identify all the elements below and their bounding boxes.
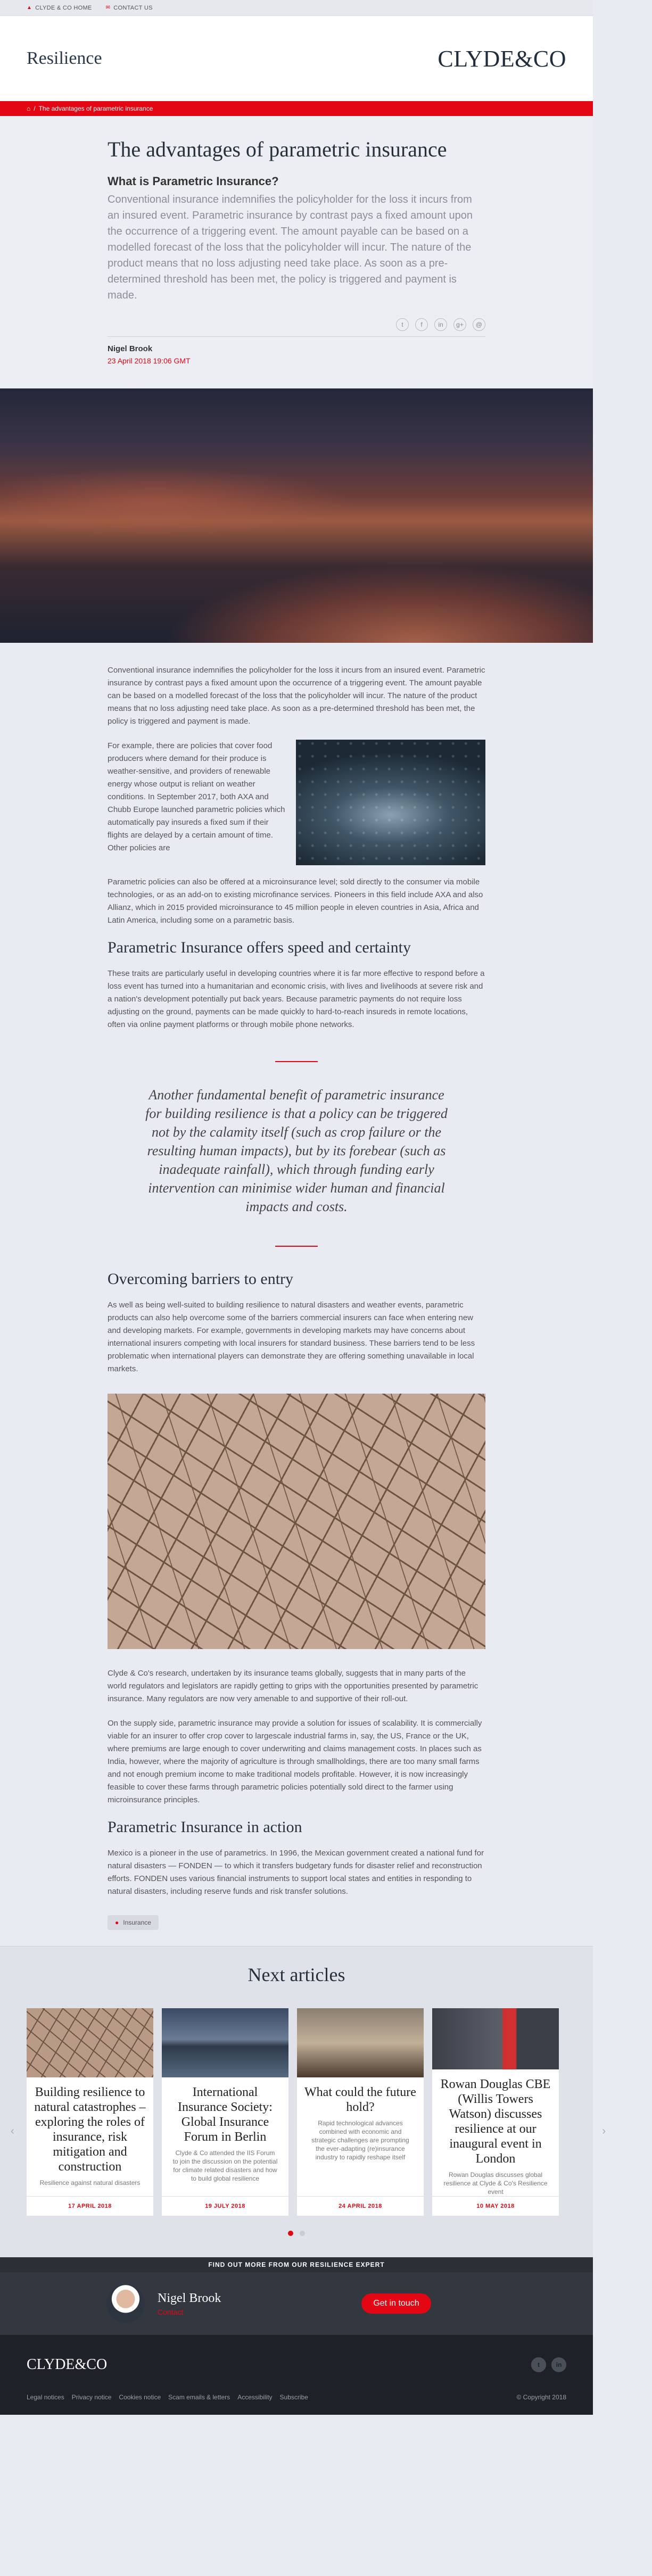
paragraph: On the supply side, parametric insurance may provide a solution for issues of scalability. It is commercially viable for an insurer to offer crop cover to largescale industrial farms in, say, the US, France or the UK, where premiums are large enough to cover underwriting and claims management costs. In places such as India, however, where the majority of agriculture is through smallholdings, there are too many small farms and not enough premium income to make traditional models profitable. However, it is now increasingly feasible to cover these farms through parametric policies potentially sold direct to the farmer using microinsurance principles.	[108, 1719, 482, 1804]
next-articles-heading: Next articles	[247, 1964, 345, 1985]
footer-link[interactable]: Cookies notice	[119, 2393, 161, 2401]
section-heading: Parametric Insurance offers speed and certainty	[108, 939, 411, 956]
footer-link[interactable]: Accessibility	[237, 2393, 273, 2401]
section-title[interactable]: Resilience	[27, 48, 102, 68]
top-utility-bar	[0, 0, 593, 16]
paragraph: As well as being well-suited to building resilience to natural disasters and weather events, parametric products can also help overcome some of the barriers commercial insurers can face when entering new and developing markets. For example, governments in developing markets may have concerns about international insurers competing with local insurers for standard business. These barriers tend to be less problematic when international players can demonstrate they are offering something unavailable in local markets.	[108, 1301, 475, 1373]
article-intro	[0, 116, 593, 388]
paragraph: Parametric policies can also be offered at a microinsurance level; sold directly to the consumer via mobile technologies, or as an add-on to existing microfinance services. Pioneers in this field include AXA and also Allianz, which in 2015 provided microinsurance to 45 million people in eleven countries in Asia, Africa and Latin America, including some on a parametric basis.	[108, 877, 483, 925]
expert-name: Nigel Brook	[158, 2291, 221, 2305]
tag-icon: ●	[115, 1919, 119, 1926]
breadcrumb-current: The advantages of parametric insurance	[38, 105, 153, 112]
twitter-icon[interactable]: t	[531, 2357, 546, 2372]
card-image	[27, 2008, 153, 2077]
copyright: © Copyright 2018	[516, 2393, 566, 2401]
contact-us-label: CONTACT US	[113, 4, 153, 11]
home-icon: ▲	[27, 5, 32, 11]
water-image	[296, 740, 485, 865]
twitter-icon[interactable]: t	[396, 318, 409, 331]
article-subtitle: What is Parametric Insurance?	[108, 175, 279, 188]
article-body	[0, 643, 593, 1946]
facebook-icon[interactable]: f	[415, 318, 428, 331]
divider	[275, 1246, 318, 1247]
google-plus-icon[interactable]: g+	[453, 318, 466, 331]
tag-label: Insurance	[123, 1919, 151, 1926]
share-buttons	[108, 318, 485, 331]
home-icon[interactable]: ⌂	[27, 105, 31, 112]
linkedin-icon[interactable]: in	[434, 318, 447, 331]
article-card[interactable]	[297, 2008, 424, 2216]
clyde-home-label: CLYDE & CO HOME	[35, 4, 92, 11]
page-title: The advantages of parametric insurance	[108, 137, 447, 161]
chevron-left-icon[interactable]: ‹	[11, 2125, 14, 2137]
footer-link[interactable]: Subscribe	[279, 2393, 308, 2401]
company-logo[interactable]: CLYDE&CO	[438, 45, 566, 72]
clyde-home-link[interactable]	[27, 5, 92, 11]
card-title: Building resilience to natural catastrophes – exploring the roles of insurance, risk mitigation and construction	[34, 2085, 146, 2174]
get-in-touch-button[interactable]: Get in touch	[361, 2293, 431, 2314]
hero-image	[0, 388, 593, 643]
footer-logo[interactable]: CLYDE&CO	[27, 2356, 108, 2373]
card-image	[297, 2008, 424, 2077]
contact-us-link[interactable]	[106, 5, 153, 11]
chevron-right-icon[interactable]: ›	[602, 2125, 606, 2137]
paragraph: For example, there are policies that cover food producers where demand for their produce is weather-sensitive, and providers of renewable energy whose output is reliant on weather conditions. In September 2017, both AXA and Chubb Europe launched parametric policies which automatically pay insureds a fixed sum if their flights are delayed by a certain amount of time. Other policies are	[108, 741, 285, 852]
expert-contact	[0, 2272, 593, 2335]
carousel-dot[interactable]	[300, 2231, 305, 2236]
tag-insurance[interactable]	[108, 1915, 159, 1930]
footer-link[interactable]: Legal notices	[27, 2393, 64, 2401]
footer-link[interactable]: Scam emails & letters	[168, 2393, 230, 2401]
card-image	[162, 2008, 288, 2077]
paragraph: Conventional insurance indemnifies the policyholder for the loss it incurs from an insured event. Parametric insurance by contrast pays a fixed amount upon the occurrence of a triggering event. The amount payable can be based on a modelled forecast of the loss that the policyholder will incur. The nature of the product means that no loss adjusting need take place. As soon as a pre-determined threshold has been met, the policy is triggered and payment is made.	[108, 666, 485, 726]
card-image	[432, 2008, 559, 2069]
card-description: Resilience against natural disasters	[39, 2179, 141, 2186]
author-name[interactable]: Nigel Brook	[108, 344, 153, 353]
section-heading: Parametric Insurance in action	[108, 1818, 302, 1836]
card-date: 10 MAY 2018	[432, 2196, 559, 2216]
card-date: 19 JULY 2018	[162, 2196, 288, 2216]
carousel-dots	[0, 2231, 593, 2236]
article-date: 23 April 2018 19:06 GMT	[108, 357, 191, 365]
card-description: Clyde & Co attended the IIS Forum to join the discussion on the potential for climate related disasters and how to build global resilience	[172, 2149, 278, 2182]
paragraph: These traits are particularly useful in developing countries where it is far more effective to respond before a loss event has turned into a humanitarian and economic crisis, with lives and livelihoods at severe risk and a nation's development potentially put back years. Because parametric payments do not require loss adjusting on the ground, payments can be made quickly to hard-to-reach insureds in remote locations, often via online payment platforms or through mobile phone networks.	[108, 969, 485, 1029]
footer-link[interactable]: Privacy notice	[71, 2393, 112, 2401]
article-card[interactable]	[162, 2008, 288, 2216]
expert-banner: FIND OUT MORE FROM OUR RESILIENCE EXPERT	[0, 2257, 593, 2272]
author-block	[108, 336, 485, 365]
card-title: Rowan Douglas CBE (Willis Towers Watson) discusses resilience at our inaugural event in London	[440, 2077, 551, 2166]
avatar	[106, 2284, 145, 2323]
paragraph: Clyde & Co's research, undertaken by its insurance teams globally, suggests that in many parts of the world regulators and legislators are rapidly getting to grips with the opportunities presented by parametric insurance. Many regulators are now very amenable to and supportive of their roll-out.	[108, 1669, 478, 1703]
section-heading: Overcoming barriers to entry	[108, 1270, 294, 1288]
linkedin-icon[interactable]: in	[551, 2357, 566, 2372]
card-date: 24 APRIL 2018	[297, 2196, 424, 2216]
email-share-icon[interactable]: @	[473, 318, 485, 331]
cracked-earth-image	[108, 1394, 485, 1649]
card-description: Rapid technological advances combined with economic and strategic challenges are prompting the ever-adapting (re)insurance industry to rapidly reshape itself	[311, 2119, 409, 2161]
card-date: 17 APRIL 2018	[27, 2196, 153, 2216]
site-header	[0, 16, 593, 101]
article-card[interactable]	[27, 2008, 153, 2216]
card-title: International Insurance Society: Global Insurance Forum in Berlin	[178, 2085, 273, 2144]
paragraph: Mexico is a pioneer in the use of parametrics. In 1996, the Mexican government created a national fund for natural disasters — FONDEN — to which it transfers budgetary funds for disaster relief and reconstruction efforts. FONDEN uses various financial instruments to support local states and entities in responding to natural disasters, including reserve funds and risk transfer solutions.	[108, 1849, 484, 1896]
breadcrumb: ⌂ / The advantages of parametric insurance	[0, 101, 593, 116]
expert-contact-link[interactable]: Contact	[158, 2307, 184, 2316]
article-lead: Conventional insurance indemnifies the policyholder for the loss it incurs from an insured event. Parametric insurance by contrast pays a fixed amount upon the occurrence of a triggering event. The amount payable can be based on a modelled forecast of the loss that the policyholder will incur. The nature of the product means that no loss adjusting need take place. As soon as a pre-determined threshold has been met, the policy is triggered and payment is made.	[108, 194, 473, 301]
site-footer	[0, 2335, 593, 2415]
next-articles	[0, 1946, 606, 2257]
pull-quote: Another fundamental benefit of parametric insurance for building resilience is that a policy can be triggered not by the calamity itself (such as crop failure or the resulting human impacts), but by its forebear (such as inadequate rainfall), which through funding early intervention can minimise wider human and financial impacts and costs.	[145, 1087, 448, 1214]
divider	[275, 1061, 318, 1062]
article-card[interactable]	[432, 2008, 559, 2216]
carousel-dot[interactable]	[288, 2231, 293, 2236]
envelope-icon: ✉	[105, 5, 111, 11]
card-title: What could the future hold?	[304, 2085, 416, 2114]
card-description: Rowan Douglas discusses global resilience at Clyde & Co's Resilience event	[443, 2171, 548, 2196]
